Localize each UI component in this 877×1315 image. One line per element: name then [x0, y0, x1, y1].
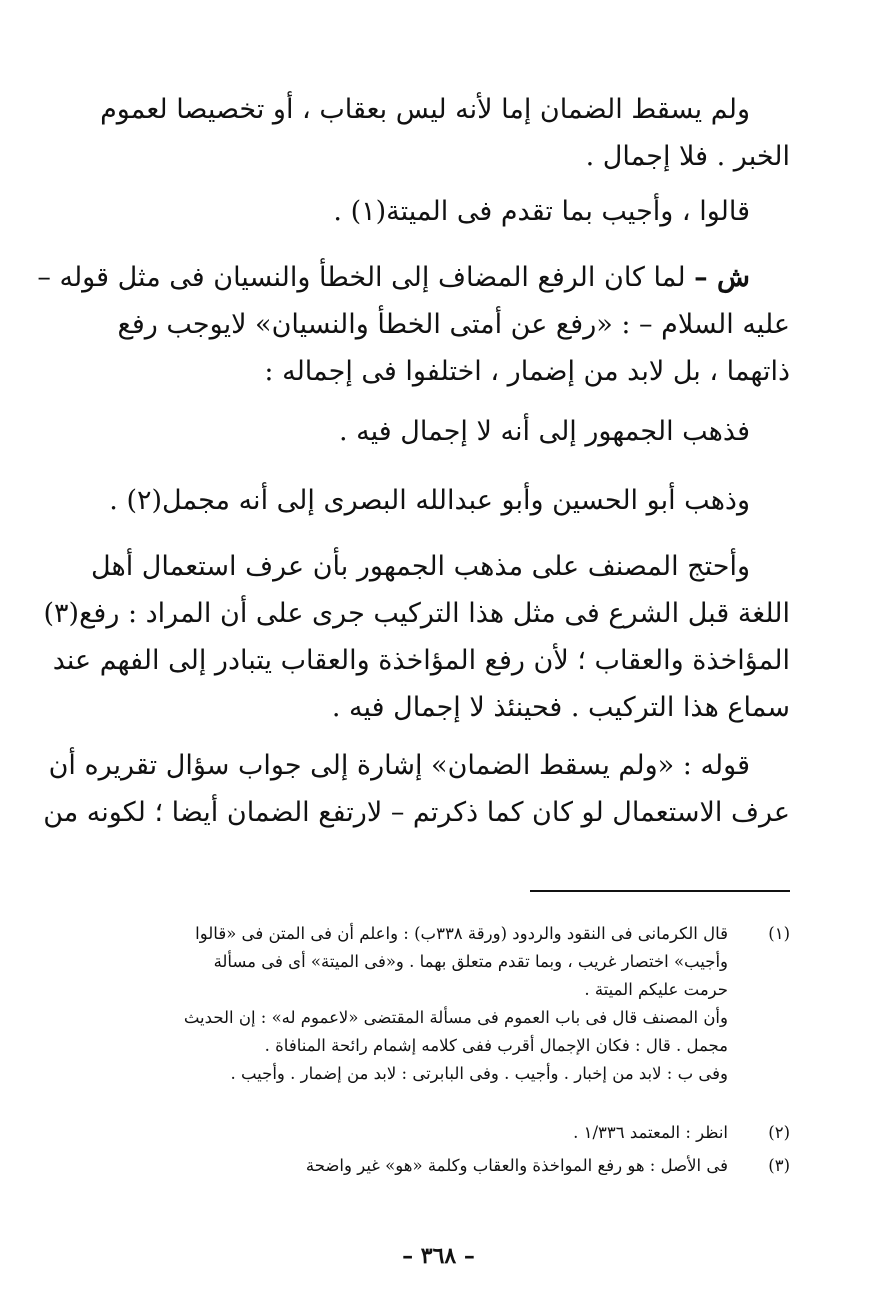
text-fragment: لما كان الرفع المضاف إلى الخطأ والنسيان فى مثل قوله – — [37, 262, 695, 293]
paragraph-7 — [43, 742, 790, 836]
footnote-1 — [120, 920, 790, 1088]
text-line: فذهب الجمهور إلى أنه لا إجمال فيه . — [339, 416, 750, 447]
text-line: اللغة قبل الشرع فى مثل هذا التركيب جرى على أن المراد : رفع(٣) — [43, 598, 790, 629]
text-line: ذاتهما ، بل لابد من إضمار ، اختلفوا فى إجماله : — [264, 356, 790, 387]
text-line — [37, 254, 790, 301]
footnote-separator — [530, 890, 790, 892]
footnote-2 — [120, 1119, 790, 1147]
footnote-line: حرمت عليكم الميتة . — [584, 980, 728, 999]
paragraph-4 — [112, 408, 790, 455]
text-line: الخبر . فلا إجمال . — [585, 141, 790, 172]
footnote-body — [120, 1119, 728, 1147]
footnote-line: مجمل . قال : فكان الإجمال أقرب ففى كلامه إشمام رائحة المنافاة . — [264, 1036, 728, 1055]
footnote-3 — [120, 1152, 790, 1180]
paragraph-1 — [100, 86, 790, 180]
text-line: عليه السلام – : «رفع عن أمتى الخطأ والنسيان» لايوجب رفع — [117, 309, 790, 340]
footnote-line: انظر : المعتمد ١/٣٣٦ . — [573, 1123, 728, 1142]
text-line: ولم يسقط الضمان إما لأنه ليس بعقاب ، أو تخصيصا لعموم — [100, 94, 750, 125]
text-line: المؤاخذة والعقاب ؛ لأن رفع المؤاخذة والعقاب يتبادر إلى الفهم عند — [52, 645, 790, 676]
text-line: وذهب أبو الحسين وأبو عبدالله البصرى إلى أنه مجمل(٢) . — [109, 485, 750, 516]
footnote-line: وأن المصنف قال فى باب العموم فى مسألة المقتضى «لاعموم له» : إن الحديث — [183, 1008, 728, 1027]
footnote-body — [120, 920, 728, 1088]
paragraph-6 — [43, 543, 790, 731]
footnote-number: (١) — [768, 924, 790, 943]
paragraph-2 — [112, 188, 790, 235]
footnote-number: (٢) — [768, 1123, 790, 1142]
footnote-line: وفى ب : لابد من إخبار . وأجيب . وفى البابرتى : لابد من إضمار . وأجيب . — [230, 1064, 728, 1083]
text-line: وأحتج المصنف على مذهب الجمهور بأن عرف استعمال أهل — [91, 551, 750, 582]
text-line: عرف الاستعمال لو كان كما ذكرتم – لارتفع الضمان أيضا ؛ لكونه من — [43, 797, 790, 828]
text-line: قالوا ، وأجيب بما تقدم فى الميتة(١) . — [333, 196, 750, 227]
page-number: – ٣٦٨ – — [402, 1243, 475, 1269]
footnote-line: قال الكرمانى فى النقود والردود (ورقة ٣٣٨ب) : واعلم أن فى المتن فى «قالوا — [195, 924, 728, 943]
text-line: قوله : «ولم يسقط الضمان» إشارة إلى جواب سؤال تقريره أن — [48, 750, 750, 781]
text-line: سماع هذا التركيب . فحينئذ لا إجمال فيه . — [331, 692, 790, 723]
paragraph-5 — [109, 477, 790, 524]
footnote-body — [120, 1152, 728, 1180]
footnote-line: وأجيب» اختصار غريب ، وبما تقدم متعلق بهما . و«فى الميتة» أى فى مسألة — [213, 952, 728, 971]
commentary-marker: ش – — [694, 262, 750, 293]
footnote-line: فى الأصل : هو رفع المواخذة والعقاب وكلمة «هو» غير واضحة — [305, 1156, 728, 1175]
footnote-number: (٣) — [768, 1156, 790, 1175]
paragraph-3 — [37, 254, 790, 395]
